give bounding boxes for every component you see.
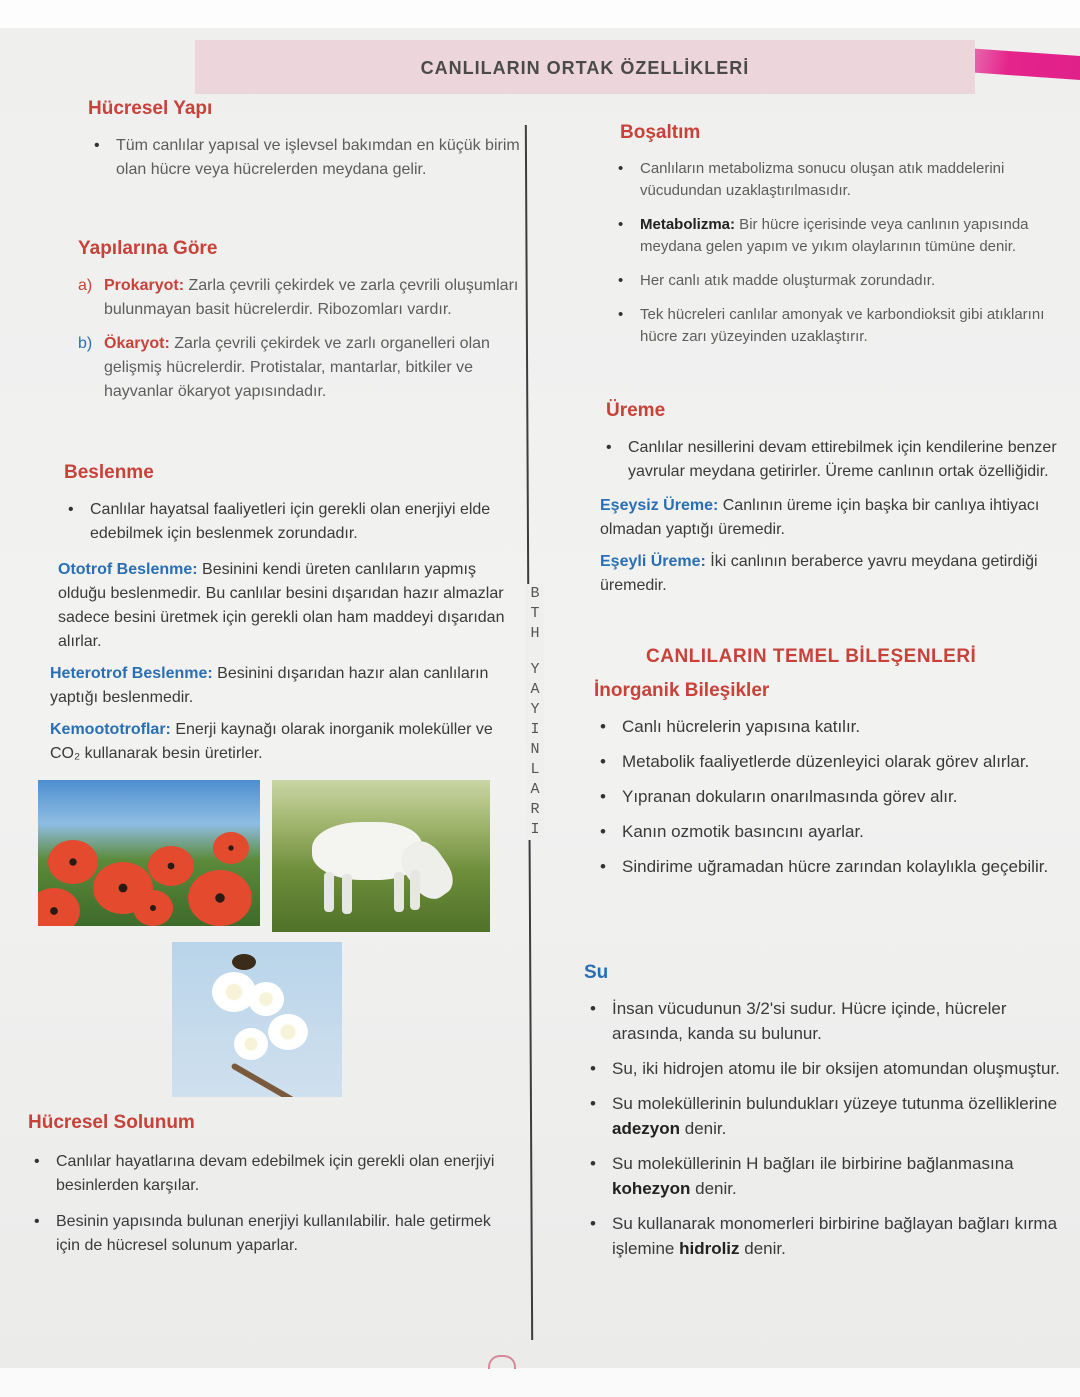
kemoototrof-text: Enerji kaynağı olarak inorganik moleküller ve CO₂ kullanarak besin üretirler. <box>50 721 493 762</box>
page-title: CANLILARIN ORTAK ÖZELLİKLERİ <box>420 58 750 78</box>
inorganik-bullet-2: • Metabolik faaliyetlerde düzenleyici olarak görev alırlar. <box>594 749 1070 774</box>
section-hucresel-solunum <box>28 1112 508 1270</box>
heading-bosaltim: Boşaltım <box>620 122 701 143</box>
adezyon-post: denir. <box>680 1119 727 1138</box>
solunum-bullet-2: • Besinin yapısında bulunan enerjiyi kullanılabilir. hale getirmek için de hücresel solunum yaparlar. <box>28 1210 508 1258</box>
inorganik-bullet-4: • Kanın ozmotik basıncını ayarlar. <box>594 819 1070 844</box>
eseyli-text: İki canlının beraberce yavru meydana getirdiği üremedir. <box>600 553 1038 594</box>
eseyli-term: Eşeyli Üreme: <box>600 553 706 570</box>
su-bullet-2: • Su, iki hidrojen atomu ile bir oksijen atomundan oluşmuştur. <box>584 1056 1070 1081</box>
metabolizma-term: Metabolizma: <box>640 216 736 233</box>
bosaltim-bullet-4: • Tek hücreleri canlılar amonyak ve karbondioksit gibi atıklarını hücre zarı yüzeyinden uzaklaştırır. <box>612 304 1070 348</box>
section-su <box>584 962 1070 1271</box>
page-footer-mark <box>488 1355 516 1369</box>
eseysiz-term: Eşeysiz Üreme: <box>600 497 719 514</box>
kohezyon-post: denir. <box>690 1179 737 1198</box>
section-hucresel-yapi <box>88 98 528 194</box>
solunum-bullet-1: • Canlılar hayatlarına devam edebilmek için gerekli olan enerjiyi besinlerden karşılar. <box>28 1150 508 1198</box>
vertical-label-letter: Y <box>530 661 540 678</box>
vertical-label-letter: R <box>530 801 540 818</box>
prokaryot-term: Prokaryot: <box>104 277 185 294</box>
adezyon-pre: Su moleküllerinin bulundukları yüzeye tutunma özelliklerine <box>612 1094 1058 1113</box>
ototrof-text: Besinini kendi üreten canlıların yapmış olduğu beslenmedir. Bu canlılar besini dışarıdan hazır almazlar sadece besini üretmek için gerekli olan ham maddeyi dışarıdan alırlar. <box>58 561 505 650</box>
hidroliz-post: denir. <box>739 1239 786 1258</box>
kohezyon-pre: Su moleküllerinin H bağları ile birbirine bağlanmasına <box>612 1154 1014 1173</box>
okaryot-item <box>78 332 526 404</box>
hucresel-yapi-bullet: • Tüm canlılar yapısal ve işlevsel bakımdan en küçük birim olan hücre veya hücrelerden meydana gelir. <box>88 134 528 182</box>
section-inorganik <box>594 680 1070 889</box>
heterotrof-term: Heterotrof Beslenme: <box>50 665 213 682</box>
okaryot-term: Ökaryot: <box>104 335 170 352</box>
vertical-label-letter: I <box>530 721 540 738</box>
prokaryot-text: Zarla çevrili çekirdek ve zarla çevrili oluşumları bulunmayan basit hücrelerdir. Ribozomları vardır. <box>104 277 519 318</box>
top-strip <box>0 0 1080 28</box>
hidroliz-pre: Su kullanarak monomerleri birbirine bağlayan bağları kırma işlemine <box>612 1214 1058 1258</box>
su-bullet-kohezyon <box>584 1151 1070 1201</box>
horse-photo <box>272 780 490 932</box>
section-bosaltim <box>612 122 1070 360</box>
heading-beslenme: Beslenme <box>64 462 154 483</box>
vertical-label-letter: B <box>530 585 540 602</box>
heading-hucresel-yapi: Hücresel Yapı <box>88 98 213 119</box>
su-bullet-1: • İnsan vücudunun 3/2'si sudur. Hücre içinde, hücreler arasında, kanda su bulunur. <box>584 996 1070 1046</box>
adezyon-term: adezyon <box>612 1119 681 1138</box>
vertical-label-letter: I <box>530 821 540 838</box>
heading-inorganik: İnorganik Bileşikler <box>594 680 770 701</box>
heading-yapilarina-gore: Yapılarına Göre <box>78 238 218 259</box>
ototrof-term: Ototrof Beslenme: <box>58 561 198 578</box>
okaryot-label: b) <box>78 335 93 352</box>
okaryot-text: Zarla çevrili çekirdek ve zarlı organelleri olan gelişmiş hücrelerdir. Protistalar, mantarlar, bitkiler ve hayvanlar ökaryot yapısındadır. <box>104 335 490 400</box>
section-beslenme <box>50 462 520 766</box>
su-bullet-adezyon <box>584 1091 1070 1141</box>
hidroliz-term: hidroliz <box>679 1239 740 1258</box>
heterotrof-text: Besinini dışarıdan hazır alan canlıların yaptığı beslenmedir. <box>50 665 489 706</box>
kemoototrof-term: Kemoototroflar: <box>50 721 171 738</box>
kohezyon-term: kohezyon <box>612 1179 691 1198</box>
inorganik-bullet-5: • Sindirime uğramadan hücre zarından kolaylıkla geçebilir. <box>594 854 1070 879</box>
blossom-bee-photo <box>172 942 342 1097</box>
ototrof-paragraph <box>58 558 520 654</box>
temel-bilesenler-title: CANLILARIN TEMEL BİLEŞENLERİ <box>646 646 977 667</box>
eseysiz-text: Canlının üreme için başka bir canlıya ihtiyacı olmadan yaptığı üremedir. <box>600 497 1040 538</box>
heading-ureme: Üreme <box>606 400 666 421</box>
bosaltim-bullet-3: • Her canlı atık madde oluşturmak zorundadır. <box>612 270 1070 292</box>
kemoototrof-paragraph <box>50 718 520 766</box>
poppies-photo <box>38 780 260 926</box>
bosaltim-bullet-metabolizma <box>612 214 1070 258</box>
prokaryot-label: a) <box>78 277 93 294</box>
section-yapilarina-gore <box>78 238 526 404</box>
su-bullet-hidroliz <box>584 1211 1070 1261</box>
vertical-label-letter <box>526 644 544 660</box>
heading-hucresel-solunum: Hücresel Solunum <box>28 1112 195 1133</box>
vertical-publisher-label <box>526 584 544 840</box>
vertical-label-letter: A <box>530 681 540 698</box>
prokaryot-item <box>78 274 526 322</box>
beslenme-bullet: • Canlılar hayatsal faaliyetleri için gerekli olan enerjiyi elde edebilmek için beslenmek zorundadır. <box>62 498 520 546</box>
vertical-label-letter: T <box>530 605 540 622</box>
heterotrof-paragraph <box>50 662 520 710</box>
vertical-label-letter: H <box>530 625 540 642</box>
vertical-label-letter: L <box>530 761 540 778</box>
inorganik-bullet-1: • Canlı hücrelerin yapısına katılır. <box>594 714 1070 739</box>
vertical-label-letter: N <box>530 741 540 758</box>
section-ureme <box>600 400 1070 598</box>
bosaltim-bullet-1: • Canlıların metabolizma sonucu oluşan atık maddelerini vücudundan uzaklaştırılmasıdır. <box>612 158 1070 202</box>
vertical-label-letter: A <box>530 781 540 798</box>
eseysiz-paragraph <box>600 494 1070 542</box>
metabolizma-text: Bir hücre içerisinde veya canlının yapısında meydana gelen yapım ve yıkım olaylarının tümüne denir. <box>640 216 1029 255</box>
inorganik-bullet-3: • Yıpranan dokuların onarılmasında görev alır. <box>594 784 1070 809</box>
ureme-bullet: • Canlılar nesillerini devam ettirebilmek için kendilerine benzer yavrular meydana getirirler. Üreme canlının ortak özelliğidir. <box>600 436 1070 484</box>
vertical-label-letter: Y <box>530 701 540 718</box>
eseyli-paragraph <box>600 550 1070 598</box>
heading-su: Su <box>584 962 609 983</box>
